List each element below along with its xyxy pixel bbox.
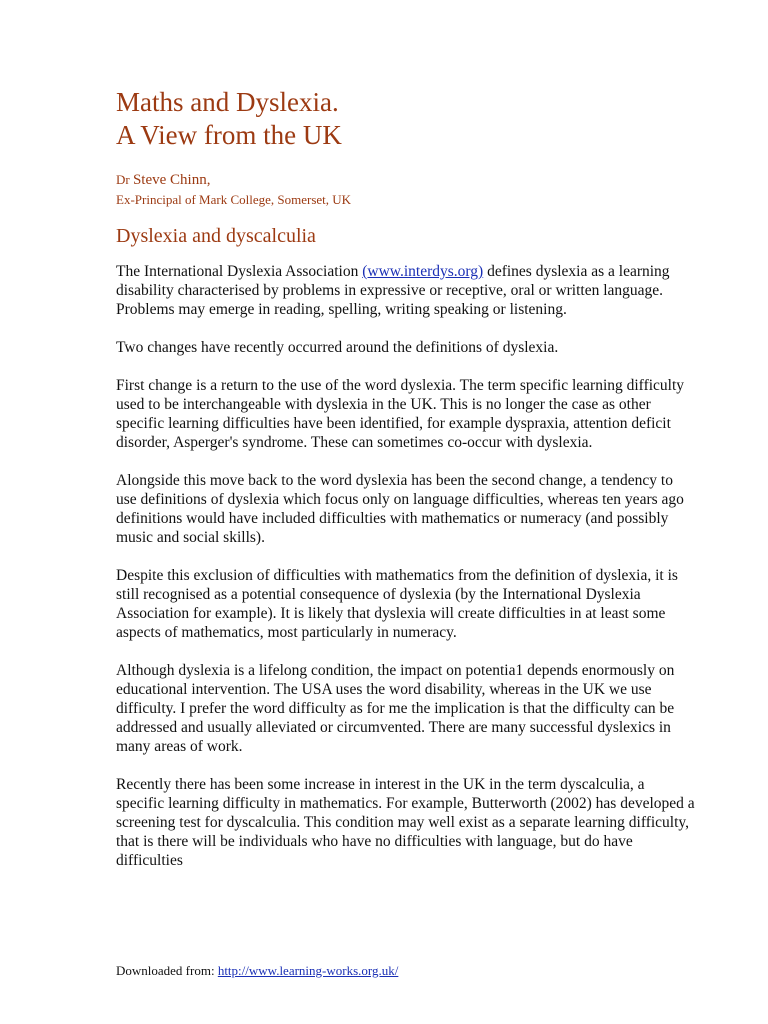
author-line <box>116 170 351 190</box>
paragraph-1-intro: The International Dyslexia Association <box>116 263 363 280</box>
document-body <box>116 262 696 889</box>
author-block <box>116 170 351 210</box>
author-prefix: Dr <box>116 172 130 187</box>
title-line-2: A View from the UK <box>116 120 342 150</box>
document-title <box>116 86 342 152</box>
author-affiliation: Ex-Principal of Mark College, Somerset, UK <box>116 192 352 207</box>
paragraph-1-rest: defines dyslexia as a learning disability characterised by problems in expressive or receptive, oral or written language. Problems may emerge in reading, spelling, writing speaking or listening. <box>116 263 670 318</box>
paragraph-7: Recently there has been some increase in interest in the UK in the term dyscalculia, a specific learning difficulty in mathematics. For example, Butterworth (2002) has developed a screening test for dyscalculia. This condition may well exist as a separate learning difficulty, that is there will be individuals who have no difficulties with language, but do have difficulties <box>116 776 695 869</box>
author-name: Steve Chinn, <box>132 172 211 188</box>
document-page <box>116 0 696 1024</box>
paragraph-3: First change is a return to the use of the word dyslexia. The term specific learning difficulty used to be interchangeable with dyslexia in the UK. This is no longer the case as other specific learning difficulties have been identified, for example dyspraxia, attention deficit disorder, Asperger's syndrome. These can sometimes co-occur with dyslexia. <box>116 377 685 451</box>
footer <box>116 962 398 980</box>
section-heading: Dyslexia and dyscalculia <box>116 225 316 247</box>
paragraph-1 <box>116 262 696 319</box>
interdys-link[interactable]: (www.interdys.org) <box>362 263 484 280</box>
footer-label: Downloaded from: <box>116 963 218 978</box>
footer-link[interactable]: http://www.learning-works.org.uk/ <box>217 963 399 978</box>
paragraph-2: Two changes have recently occurred around the definitions of dyslexia. <box>116 339 559 356</box>
paragraph-6: Although dyslexia is a lifelong condition, the impact on potentia1 depends enormously on educational intervention. The USA uses the word disability, whereas in the UK we use difficulty. I prefer the word difficulty as for me the implication is that the difficulty can be addressed and usually alleviated or circumvented. There are many successful dyslexics in many areas of work. <box>116 662 675 755</box>
paragraph-4: Alongside this move back to the word dyslexia has been the second change, a tendency to use definitions of dyslexia which focus only on language difficulties, whereas ten years ago definitions would have included difficulties with mathematics or numeracy (and possibly music and social skills). <box>116 472 684 546</box>
paragraph-5: Despite this exclusion of difficulties with mathematics from the definition of dyslexia, it is still recognised as a potential consequence of dyslexia (by the International Dyslexia Association for example). It is likely that dyslexia will create difficulties in at least some aspects of mathematics, most particularly in numeracy. <box>116 567 678 641</box>
title-line-1: Maths and Dyslexia. <box>116 87 339 117</box>
